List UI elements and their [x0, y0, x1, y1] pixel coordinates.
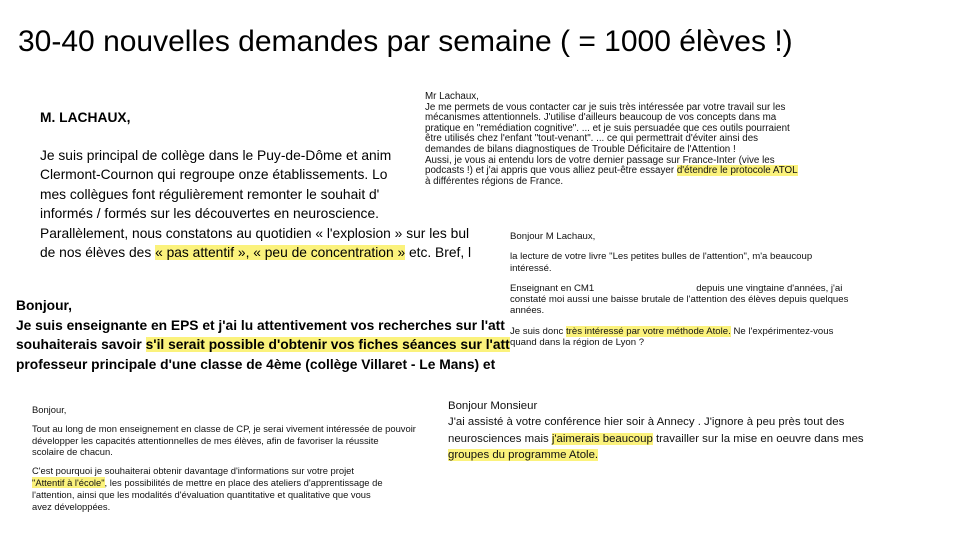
email-line: Aussi, je vous ai entendu lors de votre dernier passage sur France-Inter (vive les — [425, 154, 775, 166]
email-line: intéressé. — [510, 262, 552, 274]
email-line — [16, 335, 510, 355]
email-line — [32, 477, 432, 489]
highlighted-text: j'aimerais beaucoup — [551, 432, 653, 445]
email-line: demandes de bilans diagnostiques de Trouble Déficitaire de l'Attention ! — [425, 143, 736, 155]
highlighted-text: très intéressé par votre méthode Atole. — [566, 325, 731, 337]
email-line: C'est pourquoi je souhaiterai obtenir davantage d'informations sur votre projet — [32, 465, 354, 477]
email-greeting: Bonjour, — [32, 404, 67, 415]
email-mr-lachaux-snippet — [425, 92, 855, 204]
email-line: mes collègues font régulièrement remonter le souhait d' — [40, 186, 380, 202]
highlighted-text: groupes du programme Atole. — [448, 449, 599, 462]
email-line: Clermont-Cournon qui regroupe onze établissements. Lo — [40, 167, 388, 182]
email-line: avez développées. — [32, 500, 111, 512]
email-line: informés / formés sur les découvertes en neuroscience. — [40, 206, 379, 221]
email-line: Je suis enseignante en EPS et j'ai lu attentivement vos recherches sur l'att — [16, 317, 505, 333]
email-line — [40, 243, 472, 263]
email-line: l'attention, ainsi que les modalités d'évaluation quantitative et qualitative que vous — [32, 488, 371, 500]
highlighted-text: "Attentif à l'école" — [32, 476, 105, 488]
email-greeting: M. LACHAUX, — [40, 110, 131, 125]
email-text: de nos élèves des — [40, 245, 156, 260]
email-text: , les possibilités de mettre en place des ateliers d'apprentissage de — [104, 476, 383, 488]
email-line: être utilisés chez l'enfant "tout-venant". ... ce qui permettrait d'éviter ainsi des — [425, 133, 759, 145]
email-line: quand dans la région de Lyon ? — [510, 337, 645, 349]
email-line — [510, 326, 910, 337]
email-text: depuis une vingtaine d'années, j'ai — [696, 282, 843, 294]
email-line: Parallèlement, nous constatons au quotidien « l'explosion » sur les bul — [40, 225, 470, 241]
email-text: souhaiterais savoir — [16, 337, 146, 353]
email-cm1-snippet — [510, 231, 910, 371]
highlighted-text: « pas attentif », « peu de concentration » — [155, 245, 406, 260]
highlighted-text: s'il serait possible d'obtenir vos fiches séances sur l'att — [145, 337, 510, 353]
email-line: pratique en "remédiation cognitive". ... et je suis persuadée que ces outils pourraient — [425, 122, 790, 134]
email-line: J'ai assisté à votre conférence hier soir à Annecy . J'ignore à peu près tout des — [448, 416, 845, 429]
email-line: développer les capacités attentionnelles de mes élèves, afin de favoriser la réussite — [32, 434, 379, 446]
email-text: Ne l'expérimentez-vous — [730, 325, 834, 337]
highlighted-text: d'étendre le protocole ATOL — [676, 165, 798, 177]
email-text: Je suis donc — [510, 325, 566, 337]
email-greeting: Bonjour, — [16, 298, 72, 313]
email-line — [448, 431, 908, 447]
email-line — [448, 447, 908, 463]
email-line: à différentes régions de France. — [425, 175, 564, 187]
email-line: mécanismes attentionnels. J'utilise d'ailleurs beaucoup de vos concepts dans ma — [425, 112, 777, 124]
email-text: podcasts !) et j'ai appris que vous alliez peut-être essayer — [425, 165, 677, 177]
email-line: Tout au long de mon enseignement en classe de CP, je serai vivement intéressée de pouvoir — [32, 422, 416, 434]
email-greeting: Bonjour M Lachaux, — [510, 231, 596, 242]
email-cp-snippet — [32, 404, 432, 524]
email-text: Enseignant en CM1 — [510, 282, 595, 294]
email-line: la lecture de votre livre "Les petites bulles de l'attention", m'a beaucoup — [510, 251, 813, 263]
email-principal-snippet — [40, 108, 472, 268]
email-line: Mr Lachaux, — [425, 91, 479, 102]
email-annecy-snippet — [448, 398, 908, 472]
email-line: Je suis principal de collège dans le Puy-de-Dôme et anim — [40, 147, 392, 163]
slide-title: 30-40 nouvelles demandes par semaine ( = 1000 élèves !) — [18, 25, 793, 58]
email-line — [510, 283, 910, 294]
email-text: travailler sur la mise en oeuvre dans mes — [652, 432, 864, 445]
email-text: neurosciences mais — [448, 432, 552, 445]
email-eps-snippet — [16, 296, 510, 378]
email-line: scolaire de chacun. — [32, 446, 113, 458]
email-line: années. — [510, 305, 545, 317]
email-line: professeur principale d'une classe de 4ème (collège Villaret - Le Mans) et — [16, 357, 496, 373]
email-text: etc. Bref, l — [405, 245, 472, 260]
email-line: Je me permets de vous contacter car je suis très intéressée par votre travail sur les — [425, 101, 786, 113]
email-greeting: Bonjour Monsieur — [448, 400, 538, 412]
email-line: constaté moi aussi une baisse brutale de l'attention des élèves depuis quelques — [510, 294, 849, 306]
